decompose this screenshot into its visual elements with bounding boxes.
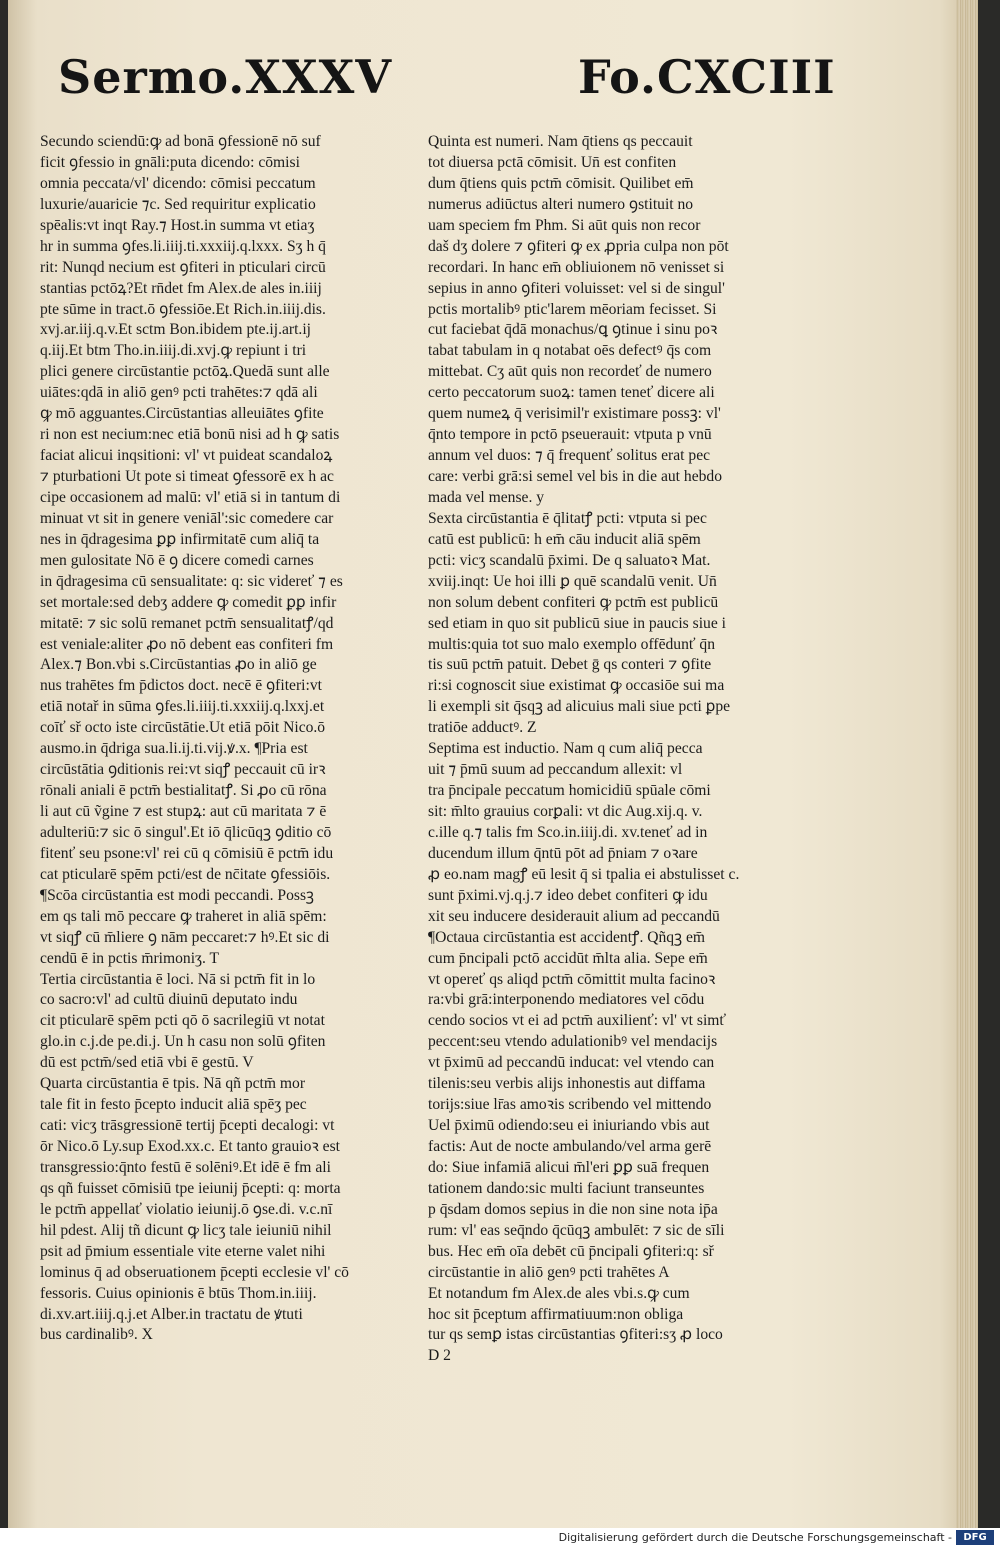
text-line: ducendum illum q̄ntū pōt ad p̄niam ⁊ oꝛare	[428, 844, 698, 862]
text-line: tot diuersa pctā cōmisit. Un̄ est confiten	[428, 153, 677, 171]
text-line: bus cardinalibꝰ. X	[40, 1326, 153, 1344]
text-line: cendū ē in pctis m̄rimoniʒ. T	[40, 949, 220, 967]
text-line: quem numeꝝ q̄ verisimil'r existimare possꝫ: vl'	[428, 405, 721, 423]
text-line: pctis mortalibꝰ ptic'larem mēoriam fecisset. Si	[428, 300, 717, 318]
text-line: p q̄sdam domos sepius in die non sine nota ip̄a	[428, 1200, 718, 1218]
text-line: Et notandum fm Alex.de ales vbi.s.ꝙ cum	[428, 1284, 690, 1302]
text-line: etiā notař in sūma ꝯfes.li.iiij.ti.xxxiij.q.lxxj.et	[40, 698, 325, 716]
text-line: set mortale:sed debʒ addere ꝙ comedit ꝑꝑ infir	[40, 593, 337, 611]
text-line: tale fit in festo p̄cepto inducit aliā spēʒ pec	[40, 1096, 307, 1114]
text-line: ꝙ mō agguantes.Circūstantias alleuiātes ꝯfite	[40, 405, 324, 423]
text-line: Sexta circūstantia ē q̄litatꝭ pcti: vtputa si pec	[428, 509, 707, 527]
text-line: nes in q̄dragesima ꝑꝑ infirmitatē cum aliq̄ ta	[40, 530, 320, 548]
running-head-sermon: Sermo.XXXV	[58, 50, 393, 104]
text-line: spēalis:vt inqt Ray.⁊ Host.in summa vt etiaʒ	[40, 216, 315, 234]
text-line: non solum debent confiteri ꝙ pctm̄ est publicū	[428, 593, 719, 611]
text-line: tratiōe adductꝰ. Z	[428, 719, 537, 737]
text-line: ¶Scōa circūstantia est modi peccandi. Possꝫ	[40, 886, 314, 904]
text-line: vt p̄ximū ad peccandū inducat: vel vtendo can	[428, 1054, 715, 1072]
text-line: Septima est inductio. Nam q cum aliq̄ pecca	[428, 740, 703, 758]
text-line: sed etiam in quo sit publicū siue in paucis siue i	[428, 614, 726, 632]
text-line: minuat vt sit in genere veniāl':sic comedere car	[40, 509, 334, 527]
text-line: tis suū pctm̄ patuit. Debet ḡ qs conteri ⁊ ꝯfite	[428, 656, 712, 674]
text-line: transgressio:q̄nto festū ē solēniꝰ.Et idē ē fm ali	[40, 1158, 331, 1176]
text-line: Tertia circūstantia ē loci. Nā si pctm̄ fit in lo	[40, 970, 316, 988]
text-line: ꝓ eo.nam magꝭ eū lesit q̄ si tpalia ei abstulisset c.	[428, 865, 740, 883]
text-line: mada vel mense. y	[428, 488, 545, 506]
text-line: ra:vbi grā:interponendo mediatores vel cōdu	[428, 991, 705, 1009]
text-line: nus trahētes fm p̄dictos doct. necē ē ꝯfiteri:vt	[40, 677, 322, 695]
footer-bar	[0, 1528, 1000, 1549]
text-line: est veniale:aliter ꝓo nō debent eas confiteri fm	[40, 635, 334, 653]
text-line: recordari. In hanc em̄ obliuionem nō venisset si	[428, 258, 725, 276]
folio-number: Fo.CXCIII	[578, 50, 836, 104]
text-line: sepius in anno ꝯfiteri voluisset: vel si de singul'	[428, 279, 725, 297]
text-line: uam speciem fm Phm. Si aūt quis non recor	[428, 216, 701, 234]
funding-note: Digitalisierung gefördert durch die Deutsche Forschungsgemeinschaft -	[558, 1531, 952, 1544]
text-line: ri non est necium:nec etiā bonū nisi ad h ꝙ satis	[40, 426, 340, 444]
text-line: li aut cū ṽgine ⁊ est stupꝝ: aut cū maritata ⁊ ē	[40, 803, 327, 820]
text-line: xviij.inqt: Ue hoi illi ꝑ quē scandalū venit. Un̄	[428, 572, 717, 590]
text-line: certo peccatorum suoꝝ: tamen teneť dicere ali	[428, 384, 715, 402]
text-line: dū est pctm̄/sed etiā vbi ē gestū. V	[40, 1054, 254, 1072]
text-line: c.ille q.⁊ talis fm Sco.in.iiij.di. xv.teneť ad in	[428, 823, 708, 841]
text-line: tilenis:seu verbis alijs inhonestis aut diffama	[428, 1075, 706, 1093]
text-line: pte sūme in tract.ō ꝯfessiōe.Et Rich.in.iiij.dis.	[40, 300, 326, 318]
text-line: omnia peccata/vl' dicendo: cōmisi peccatum	[40, 174, 316, 192]
text-line: ausmo.in q̄driga sua.li.ij.ti.vij.ꝟ.x. ¶Pria est	[40, 740, 308, 758]
text-line: Secundo sciendū:ꝙ ad bonā ꝯfessionē nō suf	[40, 133, 321, 150]
text-line: stantias pctōꝝ?Et rn̄det fm Alex.de ales in.iiij	[40, 279, 322, 297]
text-line: qs qñ fuisset cōmisiū tpe ieiunij p̄cepti: q: morta	[40, 1179, 341, 1197]
text-line: cit pticularē spēm pcti qō ō sacrilegiū vt notat	[40, 1012, 325, 1030]
text-line: ⁊ pturbationi Ut pote si timeat ꝯfessorē ex h ac	[40, 468, 334, 485]
text-line: xit seu inducere desiderauit alium ad peccandū	[428, 907, 720, 925]
text-line: cum p̄ncipali pctō accidūt m̄lta alia. Sepe em̄	[428, 949, 708, 967]
text-line: rum: vl' eas seq̄ndo q̄cūqꝫ ambulēt: ⁊ sic de sīli	[428, 1221, 725, 1239]
text-line: do: Siue infamiā alicui m̄l'eri ꝑꝑ suā frequen	[428, 1158, 710, 1176]
text-line: co sacro:vl' ad cultū diuinū deputato indu	[40, 991, 298, 1009]
text-line: fessoris. Cuius opinionis ē btūs Thom.in.iiij.	[40, 1284, 317, 1302]
text-line: vt siqꝭ cū m̄liere ꝯ nām peccaret:⁊ hꝰ.Et sic di	[40, 928, 330, 946]
text-line: tra p̄ncipale peccatum homicidiū spūale cōmi	[428, 782, 711, 800]
text-line: circūstantie in aliō genꝰ pcti trahētes A	[428, 1263, 670, 1281]
text-line: plici genere circūstantie pctōꝝ.Quedā sunt alle	[40, 363, 330, 381]
text-line: men gulositate Nō ē ꝯ dicere comedi carnes	[40, 551, 314, 569]
text-line: uit ⁊ p̄mū suum ad peccandum allexit: vl	[428, 761, 683, 779]
text-line: catū est publicū: h em̄ cāu inducit aliā spēm	[428, 530, 701, 548]
text-line: glo.in c.j.de pe.di.j. Un h casu non solū ꝯfiten	[40, 1033, 326, 1051]
text-line: xvj.ar.iij.q.v.Et sctm Bon.ibidem pte.ij.art.ij	[40, 321, 311, 339]
text-line: uiātes:qdā in aliō genꝰ pcti trahētes:⁊ qdā ali	[40, 384, 318, 402]
text-line: q.iij.Et btm Tho.in.iiij.di.xvj.ꝙ repiunt i tri	[40, 342, 307, 360]
text-line: mitatē: ⁊ sic solū remanet pctm̄ sensualitatꝭ/qd	[40, 614, 334, 632]
text-line: mittebat. Cʒ aūt quis non recordeť de numero	[428, 363, 712, 381]
text-line: tationem dando:sic multi faciunt transeuntes	[428, 1179, 705, 1197]
text-line: factis: Aut de nocte ambulando/vel arma gerē	[428, 1138, 712, 1155]
text-line: q̄nto tempore in pctō pseuerauit: vtputa p vnū	[428, 426, 712, 444]
text-line: circūstātia ꝯditionis rei:vt siqꝭ peccauit cū irꝛ	[40, 761, 326, 779]
text-line: Alex.⁊ Bon.vbi s.Circūstantias ꝓo in aliō ge	[40, 656, 317, 674]
text-line: cipe occasionem ad malū: vl' etiā si in tantum di	[40, 488, 341, 506]
text-line: hr in summa ꝯfes.li.iiij.ti.xxxiij.q.lxxx. Sʒ h q̄	[40, 237, 326, 255]
text-line: ri:si cognoscit siue existimat ꝙ occasiōe sui ma	[428, 677, 725, 695]
text-line: adulteriū:⁊ sic ō singul'.Et iō q̄licūqꝫ ꝯditio cō	[40, 823, 332, 841]
text-line: di.xv.art.iiij.q.j.et Alber.in tractatu de ꝟtuti	[40, 1305, 303, 1323]
text-line: faciat alicui inqsitioni: vl' vt puideat scandaloꝝ	[40, 447, 333, 465]
text-line: psit ad p̄mium essentiale vite eterne valet nihi	[40, 1242, 326, 1260]
text-line: cat pticularē spēm pcti/est de nc̄itate ꝯfessiōis.	[40, 865, 331, 883]
text-line: sit: m̄lto grauius corꝑali: vt dic Aug.xij.q. v.	[428, 803, 703, 820]
text-line: multis:quia tot suo malo exemplo offēdunť q̄n	[428, 635, 716, 653]
left-column	[40, 132, 415, 1346]
text-line: care: verbi grā:si semel vel bis in die aut hebdo	[428, 468, 723, 485]
text-line: pcti: vicʒ scandalū p̄ximi. De q saluatoꝛ Mat.	[428, 551, 711, 569]
text-line: bus. Hec em̄ oīa debēt cū p̄ncipali ꝯfiteri:q: sř	[428, 1242, 714, 1260]
text-line: hil pdest. Alij tñ dicunt ꝙ licʒ tale ieiuniū nihil	[40, 1221, 332, 1239]
text-line: fitenť seu psone:vl' rei cū q cōmisiū ē pctm̄ idu	[40, 844, 334, 862]
text-line: in q̄dragesima cū sensualitate: q: sic videreť ⁊ es	[40, 572, 343, 590]
text-line: hoc sit p̄ceptum affirmatiuum:non obliga	[428, 1305, 684, 1323]
text-line: cendo socios vt ei ad pctm̄ auxilienť: vl' vt simť	[428, 1012, 727, 1030]
text-line: dum q̄tiens quis pctm̄ cōmisit. Quilibet em̄	[428, 174, 694, 192]
text-line: cati: vicʒ trāsgressionē tertij p̄cepti decalogi: vt	[40, 1117, 335, 1135]
text-line: ōr Nico.ō Ly.sup Exod.xx.c. Et tanto grauioꝛ est	[40, 1138, 341, 1155]
text-line: D 2	[428, 1347, 451, 1365]
text-line: rōnali aniali ē pctm̄ bestialitatꝭ. Si ꝓo cū rōna	[40, 782, 327, 800]
text-line: ficit ꝯfessio in gnāli:puta dicendo: cōmisi	[40, 153, 300, 171]
text-line: rit: Nunqd necium est ꝯfiteri in pticulari circū	[40, 258, 326, 276]
text-line: luxurie/auaricie ⁊c. Sed requiritur explicatio	[40, 195, 316, 213]
text-line: le pctm̄ appellať violatio ieiunij.ō ꝯse.di. v.c.nī	[40, 1200, 333, 1218]
text-line: ¶Octaua circūstantia est accidentꝭ. Qñqꝫ em̄	[428, 928, 706, 946]
text-line: peccent:seu vtendo adulationibꝰ vel mendacijs	[428, 1033, 718, 1051]
page-edges	[956, 0, 978, 1528]
text-line: li exempli sit q̄sqꝫ ad alicuius mali siue pcti ꝑpe	[428, 698, 731, 716]
text-line: coīť sř octo iste circūstātie.Ut etiā pōit Nico.ō	[40, 719, 326, 737]
dfg-logo: DFG	[956, 1530, 994, 1545]
text-line: tur qs semꝑ istas circūstantias ꝯfiteri:sʒ ꝓ loco	[428, 1326, 723, 1344]
text-line: daš dʒ dolere ⁊ ꝯfiteri ꝙ ex ꝓpria culpa non pōt	[428, 237, 729, 255]
text-line: annum vel duos: ⁊ q̄ frequenť solitus erat pec	[428, 447, 711, 465]
text-line: Uel p̄ximū odiendo:seu ei iniuriando vbis aut	[428, 1117, 710, 1135]
text-line: lominus q̄ ad obseruationem p̄cepti ecclesie vl' cō	[40, 1263, 349, 1281]
text-line: vt opereť qs aliqd pctm̄ cōmittit multa facinoꝛ	[428, 970, 716, 988]
text-line: cut faciebat q̄dā monachus/ꝗ ꝯtinue i sinu poꝛ	[428, 321, 718, 339]
text-line: em qs tali mō peccare ꝙ traheret in aliā spēm:	[40, 907, 327, 925]
text-line: Quinta est numeri. Nam q̄tiens qs peccauit	[428, 133, 693, 150]
text-line: sunt p̄ximi.vj.q.j.⁊ ideo debet confiteri ꝙ idu	[428, 886, 708, 904]
text-line: numerus adiūctus alteri numero ꝯstituit no	[428, 195, 694, 213]
text-line: Quarta circūstantia ē tpis. Nā qñ pctm̄ mor	[40, 1075, 306, 1093]
right-column	[428, 132, 803, 1367]
text-line: torijs:siue lr̄as amoꝛis scribendo vel mittendo	[428, 1096, 712, 1114]
text-line: tabat tabulam in q notabat oēs defectꝰ q̄s com	[428, 342, 712, 360]
